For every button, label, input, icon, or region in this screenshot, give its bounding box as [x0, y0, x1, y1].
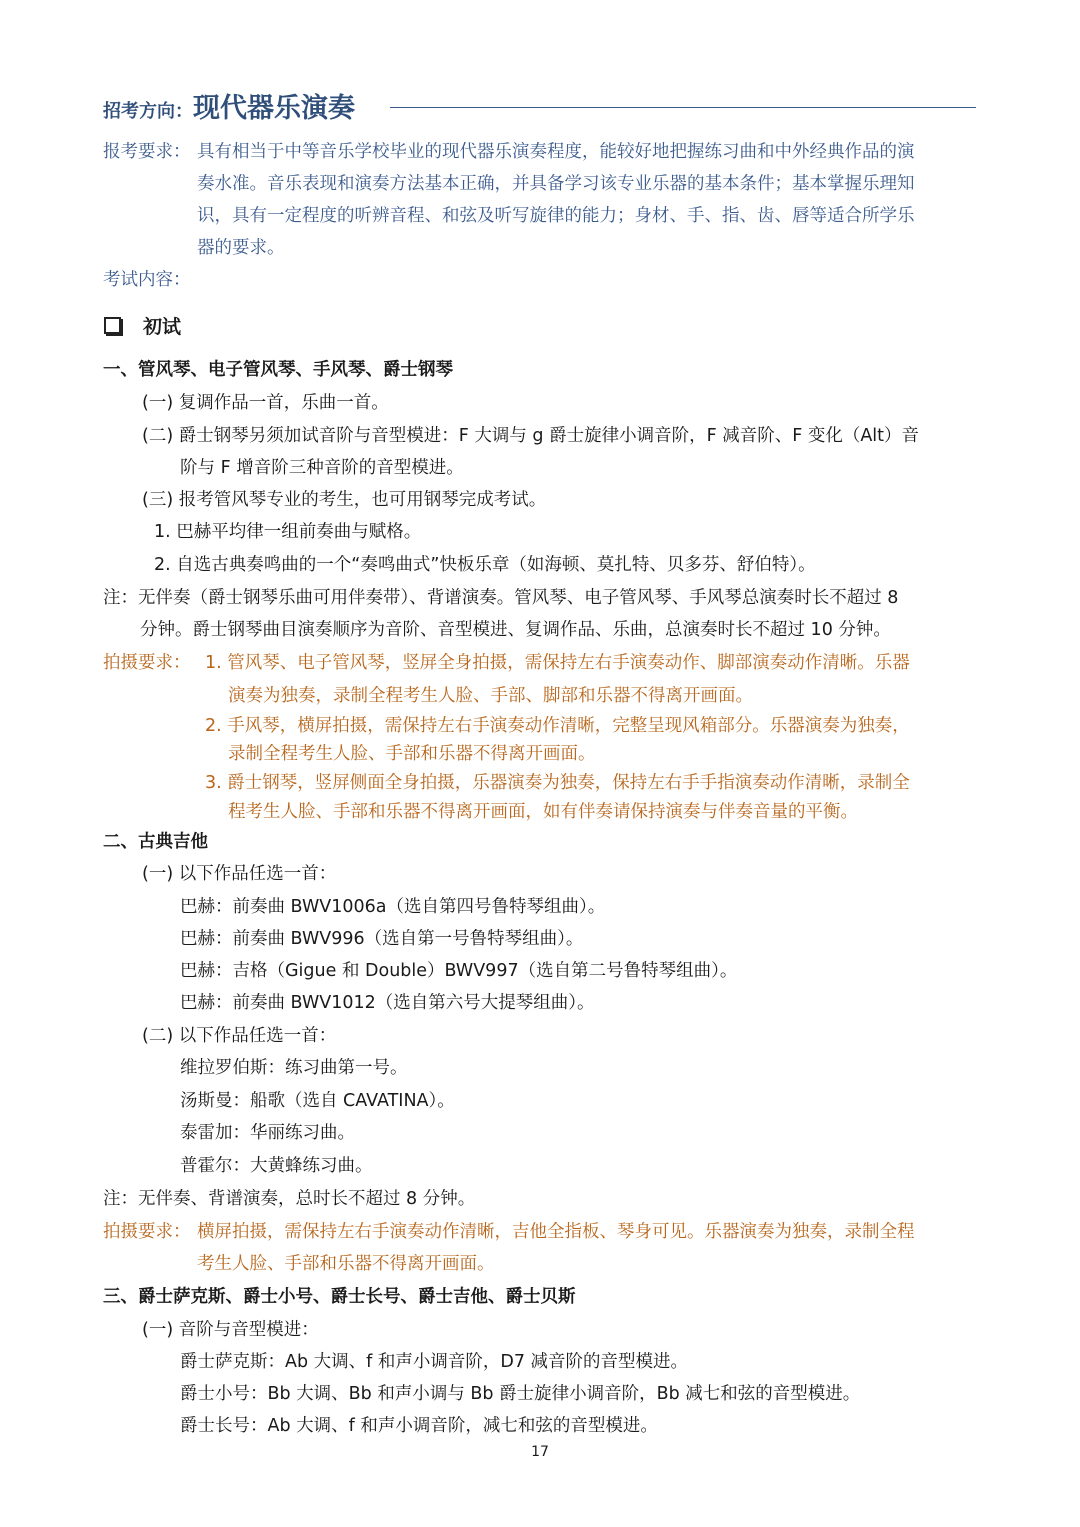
header-label: 招考方向： — [103, 101, 193, 122]
group-title: (一) 音阶与音型模进： — [142, 1320, 319, 1340]
list-item: 汤斯曼：船歌（选自 CAVATINA）。 — [180, 1091, 455, 1111]
header-rule — [390, 107, 976, 108]
list-item: 爵士萨克斯：Ab 大调、f 和声小调音阶，D7 减音阶的音型模进。 — [180, 1352, 689, 1372]
checkbox-square-icon — [104, 317, 121, 334]
group-title: (一) 以下作品任选一首： — [142, 864, 337, 884]
sub-list-item: 2. 自选古典奏鸣曲的一个“奏鸣曲式”快板乐章（如海顿、莫扎特、贝多芬、舒伯特）。 — [154, 555, 816, 575]
filming-item-continuation: 演奏为独奏，录制全程考生人脸、手部、脚部和乐器不得离开画面。 — [228, 686, 753, 706]
list-item: (一) 复调作品一首，乐曲一首。 — [142, 393, 389, 413]
filming-item: 3. 爵士钢琴，竖屏侧面全身拍摄，乐器演奏为独奏，保持左右手手指演奏动作清晰，录制全 — [205, 773, 910, 793]
note: 注：无伴奏（爵士钢琴乐曲可用伴奏带）、背谱演奏。管风琴、电子管风琴、手风琴总演奏时长不超过 8 — [103, 588, 899, 608]
list-item: (二) 爵士钢琴另须加试音阶与音型模进：F 大调与 g 爵士旋律小调音阶，F 减音阶、F 变化（Alt）音 — [142, 426, 920, 446]
section-title: 一、管风琴、电子管风琴、手风琴、爵士钢琴 — [103, 360, 453, 380]
sub-list-item: 1. 巴赫平均律一组前奏曲与赋格。 — [154, 522, 422, 542]
filming-label: 拍摄要求： — [103, 653, 191, 673]
list-item: 巴赫：吉格（Gigue 和 Double）BWV997（选自第二号鲁特琴组曲）。 — [180, 961, 738, 981]
page-number: 17 — [531, 1444, 549, 1460]
filming-label: 拍摄要求： — [103, 1222, 191, 1242]
list-item-continuation: 阶与 F 增音阶三种音阶的音型模进。 — [180, 458, 464, 478]
list-item: 爵士小号：Bb 大调、Bb 和声小调与 Bb 爵士旋律小调音阶，Bb 减七和弦的音型模进。 — [180, 1384, 861, 1404]
list-item: 泰雷加：华丽练习曲。 — [180, 1123, 355, 1143]
requirements-line: 具有相当于中等音乐学校毕业的现代器乐演奏程度，能较好地把握练习曲和中外经典作品的演 — [197, 142, 915, 162]
exam-content-label: 考试内容： — [103, 270, 191, 290]
section-title: 三、爵士萨克斯、爵士小号、爵士长号、爵士吉他、爵士贝斯 — [103, 1287, 576, 1307]
filming-item-continuation: 录制全程考生人脸、手部和乐器不得离开画面。 — [228, 744, 596, 764]
list-item: 巴赫：前奏曲 BWV1006a（选自第四号鲁特琴组曲）。 — [180, 897, 606, 917]
list-item: 爵士长号：Ab 大调、f 和声小调音阶，减七和弦的音型模进。 — [180, 1416, 658, 1436]
filming-item-continuation: 考生人脸、手部和乐器不得离开画面。 — [197, 1254, 495, 1274]
note-continuation: 分钟。爵士钢琴曲目演奏顺序为音阶、音型模进、复调作品、乐曲，总演奏时长不超过 10 分钟。 — [140, 620, 891, 640]
section-title: 二、古典吉他 — [103, 832, 208, 852]
note: 注：无伴奏、背谱演奏，总时长不超过 8 分钟。 — [103, 1189, 476, 1209]
filming-item: 横屏拍摄，需保持左右手演奏动作清晰，吉他全指板、琴身可见。乐器演奏为独奏，录制全程 — [197, 1222, 915, 1242]
requirements-line: 奏水准。音乐表现和演奏方法基本正确，并具备学习该专业乐器的基本条件；基本掌握乐理知 — [197, 174, 915, 194]
list-item: 巴赫：前奏曲 BWV1012（选自第六号大提琴组曲）。 — [180, 993, 595, 1013]
list-item: (三) 报考管风琴专业的考生，也可用钢琴完成考试。 — [142, 490, 547, 510]
list-item: 维拉罗伯斯：练习曲第一号。 — [180, 1058, 408, 1078]
page-title: 现代器乐演奏 — [193, 93, 355, 124]
requirements-line: 器的要求。 — [197, 238, 285, 258]
filming-item: 1. 管风琴、电子管风琴，竖屏全身拍摄，需保持左右手演奏动作、脚部演奏动作清晰。乐器 — [205, 653, 910, 673]
list-item: 巴赫：前奏曲 BWV996（选自第一号鲁特琴组曲）。 — [180, 929, 584, 949]
filming-item: 2. 手风琴，横屏拍摄，需保持左右手演奏动作清晰，完整呈现风箱部分。乐器演奏为独奏， — [205, 716, 910, 736]
round-heading — [104, 313, 181, 341]
requirements-label: 报考要求： — [103, 142, 191, 162]
round-title: 初试 — [143, 316, 182, 338]
list-item: 普霍尔：大黄蜂练习曲。 — [180, 1156, 373, 1176]
group-title: (二) 以下作品任选一首： — [142, 1026, 337, 1046]
filming-item-continuation: 程考生人脸、手部和乐器不得离开画面，如有伴奏请保持演奏与伴奏音量的平衡。 — [228, 802, 858, 822]
header — [103, 93, 355, 128]
requirements-line: 识，具有一定程度的听辨音程、和弦及听写旋律的能力；身材、手、指、齿、唇等适合所学乐 — [197, 206, 915, 226]
